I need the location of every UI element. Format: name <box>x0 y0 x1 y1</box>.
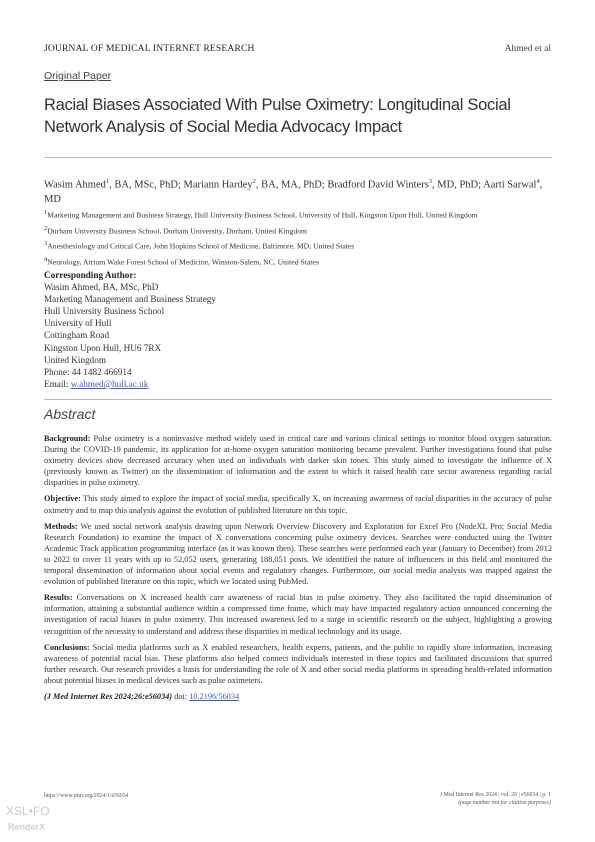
email-link[interactable]: w.ahmed@hull.ac.uk <box>70 378 149 389</box>
running-author: Ahmed et al <box>504 44 551 54</box>
affiliation-item <box>44 237 555 253</box>
corresponding-author-block <box>44 269 344 390</box>
affiliation-text: Neurology, Atrium Wake Forest School of Medicine, Winston-Salem, NC, United States <box>47 257 319 267</box>
corresponding-line: Wasim Ahmed, BA, MSc, PhD <box>44 282 159 293</box>
citation: (J Med Internet Res 2024;26:e56034) <box>44 691 173 701</box>
title-divider <box>44 157 552 158</box>
corresponding-author-heading: Corresponding Author: <box>44 270 137 280</box>
section-label: Objective: <box>44 494 81 504</box>
author-name: Aarti Sarwal <box>483 179 537 191</box>
doi-link[interactable]: 10.2196/56034 <box>189 691 240 701</box>
section-label: Results: <box>44 593 73 603</box>
citation-line <box>44 691 552 702</box>
section-label: Methods: <box>44 521 78 531</box>
footer-citation: J Med Internet Res 2024 | vol. 26 | e56034 | p. 1 <box>439 792 551 798</box>
footer-page-info <box>440 791 551 807</box>
corresponding-line: United Kingdom <box>44 354 107 365</box>
section-text: This study aimed to explore the impact of social media, specifically X, on increasing awareness of racial disparities in the accuracy of pulse oximetry and to map this analysis against the evolution of published literature on this topic. <box>44 494 552 515</box>
author-name: Bradford David Winters <box>327 179 429 191</box>
section-text: Social media platforms such as X enabled researchers, health experts, patients, and the public to rapidly share information, increasing awareness of potential racial bias. These platforms also helped connect individuals interested in these topics and facilitated discussions that spurred further research. Our research provides a basis for understanding the role of X and other social media platforms in spreading health-related information about potential biases in medical devices such as pulse oximeters. <box>44 642 552 685</box>
footer-note: (page number not for citation purposes) <box>458 800 551 806</box>
abstract-section-background <box>44 433 552 488</box>
abstract-section-results <box>44 592 552 636</box>
author-affiliation-number: 1 <box>105 178 110 185</box>
corresponding-line: Hull University Business School <box>44 306 165 317</box>
abstract-section-objective <box>44 493 552 515</box>
author-name: Wasim Ahmed <box>44 179 106 191</box>
renderx-watermark-logo: RenderX <box>8 822 46 832</box>
affiliation-item <box>44 253 555 269</box>
section-text: Conversations on X increased health care awareness of racial bias in pulse oximetry. They also facilitated the rapid dissemination of information, attaining a substantial audience within a compressed time frame, which may have impacted regulatory action announced concerning the investigation of racial biases in pulse oximetry. This increased awareness led to a surge in scientific research on the subject, highlighting a growing recognition of the necessity to understand and address these disparities in medical technology and its usage. <box>44 593 552 636</box>
xslfo-watermark-logo: XSL•FO <box>6 804 50 818</box>
affiliation-number: 2 <box>44 224 48 232</box>
author-degrees: , MD <box>44 179 543 205</box>
article-type: Original Paper <box>44 70 112 82</box>
section-text: Pulse oximetry is a noninvasive method widely used in critical care and various clinical settings to monitor blood oxygen saturation. During the COVID-19 pandemic, its application for at-home oxygen saturation monitoring became prevalent. Further investigations found that pulse oximetry devices show decreased accuracy when used on individuals with darker skin tones. This study aimed to investigate the influence of X (previously known as Twitter) on the dissemination of information and the extent to which it raised health care sector awareness regarding racial disparities in pulse oximetry. <box>44 434 552 488</box>
abstract-heading: Abstract <box>44 406 96 422</box>
affiliation-number: 1 <box>44 209 48 216</box>
author-degrees: , BA, MSc, PhD; <box>109 179 184 191</box>
affiliation-list <box>44 206 555 268</box>
affiliation-number: 4 <box>44 255 48 263</box>
affiliation-text: Marketing Management and Business Strategy, Hull University Business School, University of Hull, Kingston Upon Hull, United Kingdom <box>47 210 478 220</box>
author-affiliation-number: 2 <box>252 178 256 185</box>
author-affiliation-number: 3 <box>428 178 433 185</box>
corresponding-line: Kingston Upon Hull, HU6 7RX <box>44 342 162 353</box>
corresponding-line: Marketing Management and Business Strategy <box>44 294 216 305</box>
paper-title: Racial Biases Associated With Pulse Oximetry: Longitudinal Social Network Analysis of Social Media Advocacy Impact <box>44 96 511 136</box>
section-text: We used social network analysis drawing upon Network Overview Discovery and Exploration for Excel Pro (NodeXL Pro; Social Media Research Foundation) to examine the impact of X conversations concerning pulse oximetry devices. Searches were conducted using the Twitter Academic Track application programming interface (as it was known then). These searches were performed each year (January to December) from 2012 to 2022 to cover 11 years with up to 52,052 users, generating 188,051 posts. We identified the nature of influencers in this field and monitored the temporal dissemination of information about social events and regulatory changes. Furthermore, our social media analysis was mapped against the evolution of published literature on this topic, which we located using PubMed. <box>44 521 552 587</box>
author-degrees: , BA, MA, PhD; <box>255 179 328 191</box>
section-label: Background: <box>44 434 91 443</box>
email-label: Email: <box>44 378 71 389</box>
journal-name: JOURNAL OF MEDICAL INTERNET RESEARCH <box>44 44 255 54</box>
abstract-body <box>44 433 552 707</box>
author-name: Mariann Hardey <box>183 179 253 191</box>
affiliation-number: 3 <box>44 240 48 248</box>
author-degrees: , MD, PhD; <box>432 179 484 191</box>
affiliation-text: Durham University Business School, Durham University, Durham, United Kingdom <box>47 226 308 236</box>
affiliation-text: Anesthesiology and Critical Care, John Hopkins School of Medicine, Baltimore, MD, United States <box>47 241 355 251</box>
abstract-section-methods <box>44 521 552 588</box>
section-label: Conclusions: <box>44 642 90 652</box>
author-list <box>44 175 555 207</box>
author-affiliation-number: 4 <box>536 178 540 185</box>
doi-label: doi: <box>174 691 190 701</box>
abstract-divider <box>44 399 552 400</box>
corresponding-line: University of Hull <box>44 318 112 329</box>
footer-url: https://www.jmir.org/2024/1/e56034 <box>44 793 129 799</box>
abstract-section-conclusions <box>44 642 552 686</box>
corresponding-line: Phone: 44 1482 466914 <box>44 366 132 377</box>
affiliation-item <box>44 222 555 238</box>
affiliation-item <box>44 206 555 222</box>
corresponding-line: Cottingham Road <box>44 330 110 341</box>
email-line <box>44 378 344 390</box>
